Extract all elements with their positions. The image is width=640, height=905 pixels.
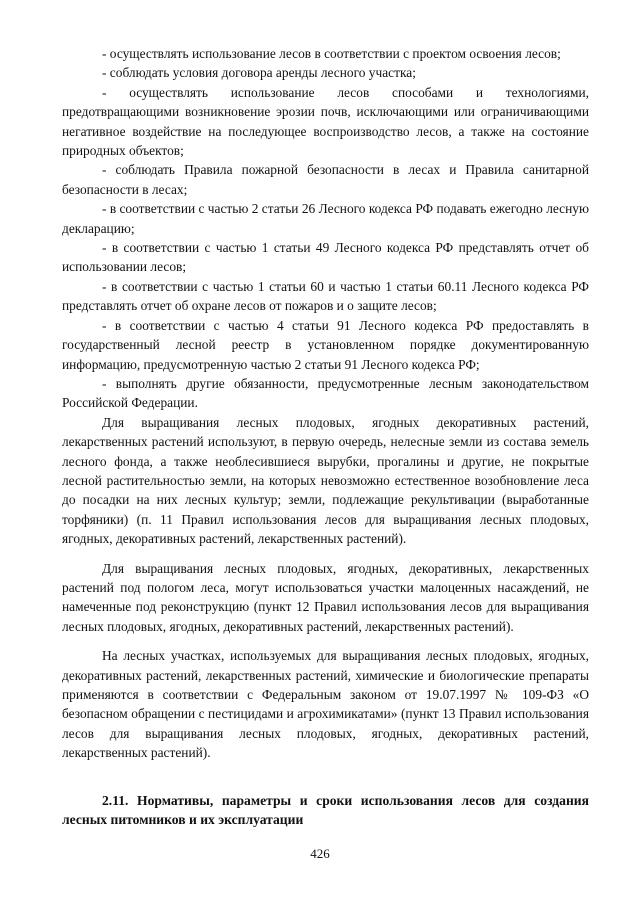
page-number: 426 bbox=[310, 846, 330, 861]
list-item: - в соответствии с частью 2 статьи 26 Лесного кодекса РФ подавать ежегодно лесную декларацию; bbox=[62, 201, 589, 236]
list-item: - соблюдать условия договора аренды лесного участка; bbox=[102, 65, 416, 81]
list-item: - осуществлять использование лесов в соответствии с проектом освоения лесов; bbox=[102, 46, 561, 61]
body-paragraph: Для выращивания лесных плодовых, ягодных декоративных растений, лекарственных растений используют, в первую очередь, нелесные земли из состава земель лесного фонда, а также необлесившиеся вырубки, прогалины и другие, не покрытые лесной растительностью земли, на которых невозможно естественное возобновление леса до посадки на них лесных культур; земли, подлежащие рекультивации (выработанные торфяники) (п. 11 Правил использования лесов для выращивания лесных плодовых, ягодных, декоративных растений, лекарственных растений). bbox=[62, 414, 589, 547]
list-item: - выполнять другие обязанности, предусмотренные лесным законодательством Российской Федерации. bbox=[62, 375, 589, 411]
list-item: - в соответствии с частью 1 статьи 49 Лесного кодекса РФ представлять отчет об использовании лесов; bbox=[62, 240, 589, 275]
document-page bbox=[62, 44, 589, 829]
section-heading: 2.11. Нормативы, параметры и сроки использования лесов для создания лесных питомников и их эксплуатации bbox=[62, 792, 589, 828]
body-paragraph: Для выращивания лесных плодовых, ягодных, декоративных, лекарственных растений под пологом леса, могут использоваться участки малоценных насаждений, не намеченные под реконструкцию (пункт 12 Правил использования лесов для выращивания лесных плодовых, ягодных, декоративных растений, лекарственных растений). bbox=[62, 560, 589, 634]
list-item: - осуществлять использование лесов способами и технологиями, предотвращающими возникновение эрозии почв, исключающими или ограничивающими негативное воздействие на последующее воспроизводство лесов, а также на состояние природных объектов; bbox=[62, 84, 589, 159]
list-item: - в соответствии с частью 1 статьи 60 и частью 1 статьи 60.11 Лесного кодекса РФ представлять отчет об охране лесов от пожаров и о защите лесов; bbox=[62, 278, 589, 314]
list-item: - в соответствии с частью 4 статьи 91 Лесного кодекса РФ предоставлять в государственный лесной реестр в установленном порядке документированную информацию, предусмотренную частью 2 статьи 91 Лесного кодекса РФ; bbox=[62, 317, 589, 372]
list-item: - соблюдать Правила пожарной безопасности в лесах и Правила санитарной безопасности в лесах; bbox=[62, 162, 589, 197]
body-paragraph: На лесных участках, используемых для выращивания лесных плодовых, ягодных, декоративных растений, лекарственных растений, химические и биологические препараты применяются в соответствии с Федеральным законом от 19.07.1997 № 109-ФЗ «О безопасном обращении с пестицидами и агрохимикатами» (пункт 13 Правил использования лесов для выращивания лесных плодовых, ягодных, декоративных растений, лекарственных растений). bbox=[62, 648, 589, 761]
